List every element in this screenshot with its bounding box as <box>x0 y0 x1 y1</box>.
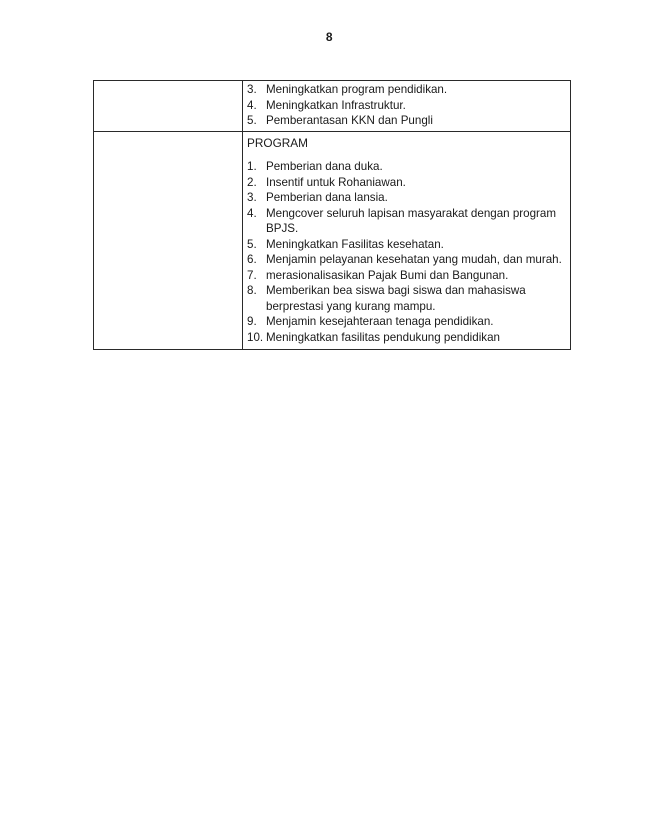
list-item-text: Meningkatkan Fasilitas kesehatan. <box>266 237 444 251</box>
page-number: 8 <box>325 30 334 44</box>
list-item-text: Pemberian dana duka. <box>266 160 383 173</box>
list-item-text: Menjamin kesejahteraan tenaga pendidikan. <box>266 315 494 328</box>
list-item-text: Meningkatkan program pendidikan. <box>266 83 448 96</box>
mission-list <box>247 82 566 129</box>
list-item <box>247 252 566 268</box>
list-item-number: 1. <box>247 160 257 173</box>
section-heading: PROGRAM <box>247 135 308 150</box>
list-item-number: 6. <box>247 253 257 266</box>
right-cell <box>243 81 571 132</box>
list-item <box>247 283 566 314</box>
list-item <box>247 237 566 253</box>
list-item-number: 5. <box>247 237 257 251</box>
list-item-number: 4. <box>247 98 257 112</box>
list-item <box>247 190 566 206</box>
list-item-number: 9. <box>247 315 257 328</box>
right-cell <box>243 131 571 350</box>
list-item-number: 4. <box>247 206 257 220</box>
list-item-number: 2. <box>247 175 257 189</box>
list-item-text: Meningkatkan Infrastruktur. <box>266 98 406 112</box>
table-row <box>94 81 571 132</box>
list-item <box>247 113 566 129</box>
list-item-number: 3. <box>247 83 257 96</box>
list-item-text: Pemberian dana lansia. <box>266 191 388 204</box>
list-item-text: Pemberantasan KKN dan Pungli <box>266 114 433 127</box>
list-item-text: merasionalisasikan Pajak Bumi dan Bangunan. <box>266 268 509 282</box>
list-item-text: Insentif untuk Rohaniawan. <box>266 175 406 189</box>
list-item <box>247 98 566 114</box>
list-item <box>247 268 566 284</box>
list-item <box>247 175 566 191</box>
left-cell <box>94 81 243 132</box>
list-item <box>247 314 566 330</box>
list-item <box>247 82 566 98</box>
list-item-text: Mengcover seluruh lapisan masyarakat dengan program BPJS. <box>266 206 557 235</box>
list-item <box>247 206 566 237</box>
list-item-text: Meningkatkan fasilitas pendukung pendidikan <box>266 330 500 344</box>
table-row <box>94 131 571 350</box>
list-item <box>247 330 566 346</box>
list-item-number: 10. <box>247 330 264 344</box>
left-cell <box>94 131 243 350</box>
program-table <box>93 80 571 350</box>
program-list <box>247 159 566 345</box>
list-item-text: Memberikan bea siswa bagi siswa dan mahasiswa berprestasi yang kurang mampu. <box>266 284 526 313</box>
list-item-number: 7. <box>247 268 257 282</box>
list-item-text: Menjamin pelayanan kesehatan yang mudah, dan murah. <box>266 253 562 266</box>
list-item-number: 3. <box>247 191 257 204</box>
list-item-number: 5. <box>247 114 257 127</box>
list-item <box>247 159 566 175</box>
list-item-number: 8. <box>247 284 257 297</box>
